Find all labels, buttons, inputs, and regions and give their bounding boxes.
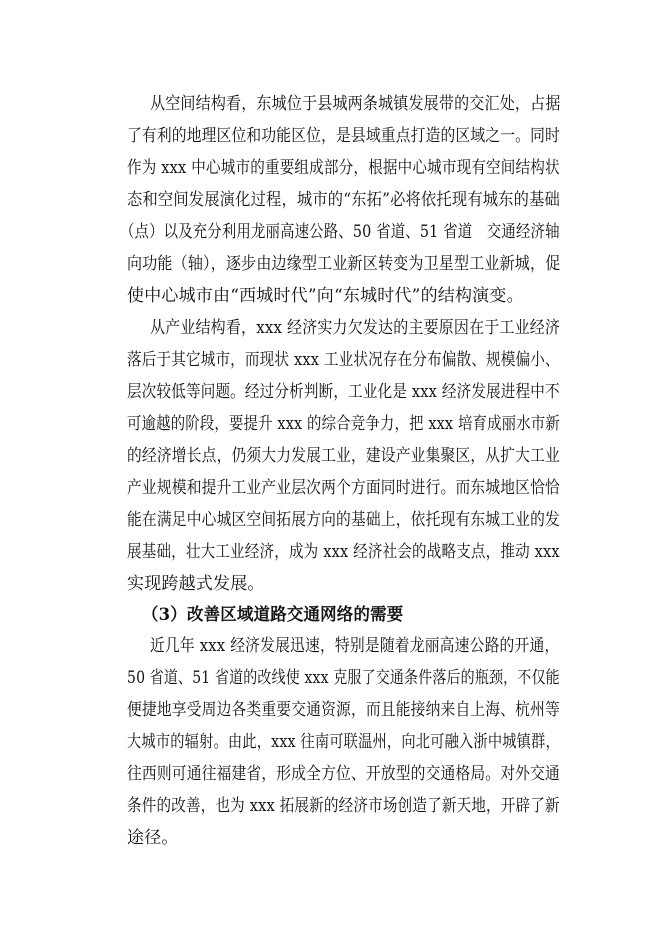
paragraph-2-line-7: 能在满足中心城区空间拓展方向的基础上，依托现有东城工业的发 — [127, 510, 560, 530]
paragraph-1-line-3: 作为 xxx 中心城市的重要组成部分，根据中心城市现有空间结构状 — [127, 158, 560, 178]
paragraph-2-line-5: 的经济增长点，仍须大力发展工业，建设产业集聚区，从扩大工业 — [127, 446, 560, 466]
paragraph-1-line-4: 态和空间发展演化过程，城市的“东拓”必将依托现有城东的基础 — [127, 190, 561, 210]
paragraph-2-line-8: 展基础，壮大工业经济，成为 xxx 经济社会的战略支点，推动 xxx — [127, 542, 560, 562]
paragraph-3-line-1: 近几年 xxx 经济发展迅速，特别是随着龙丽高速公路的开通， — [150, 636, 560, 656]
paragraph-3-line-2: 50 省道、51 省道的改线使 xxx 克服了交通条件落后的瓶颈，不仅能 — [127, 668, 560, 688]
paragraph-3-line-7: 途径。 — [127, 828, 179, 848]
paragraph-2-line-6: 产业规模和提升工业产业层次两个方面同时进行。而东城地区恰恰 — [127, 478, 560, 498]
paragraph-3-line-3: 便捷地享受周边各类重要交通资源，而且能接纳来自上海、杭州等 — [127, 700, 560, 720]
paragraph-1-line-1: 从空间结构看，东城位于县城两条城镇发展带的交汇处，占据 — [150, 94, 561, 114]
paragraph-3-line-4: 大城市的辐射。由此，xxx 往南可联温州，向北可融入浙中城镇群， — [127, 732, 560, 752]
paragraph-3-line-6: 条件的改善，也为 xxx 拓展新的经济市场创造了新天地，开辟了新 — [127, 796, 560, 816]
paragraph-2-line-2: 落后于其它城市，而现状 xxx 工业状况存在分布偏散、规模偏小、 — [127, 350, 560, 370]
paragraph-2-line-1: 从产业结构看，xxx 经济实力欠发达的主要原因在于工业经济 — [150, 318, 561, 338]
paragraph-2-line-9: 实现跨越式发展。 — [127, 574, 265, 594]
paragraph-1-line-7: 使中心城市由“西城时代”向“东城时代”的结构演变。 — [127, 286, 524, 306]
paragraph-1-line-5: （点）以及充分利用龙丽高速公路、50 省道、51 省道 交通经济轴 — [120, 222, 560, 242]
paragraph-1-line-6: 向功能（轴），逐步由边缘型工业新区转变为卫星型工业新城，促 — [127, 254, 561, 274]
paragraph-1-line-2: 了有利的地理区位和功能区位，是县域重点打造的区域之一。同时 — [127, 126, 560, 146]
paragraph-2-line-4: 可逾越的阶段，要提升 xxx 的综合竞争力，把 xxx 培育成丽水市新 — [127, 414, 560, 434]
paragraph-2-line-3: 层次较低等问题。经过分析判断，工业化是 xxx 经济发展进程中不 — [127, 382, 560, 402]
section-heading: （3）改善区域道路交通网络的需要 — [142, 605, 404, 625]
paragraph-3-line-5: 往西则可通往福建省，形成全方位、开放型的交通格局。对外交通 — [127, 764, 560, 784]
